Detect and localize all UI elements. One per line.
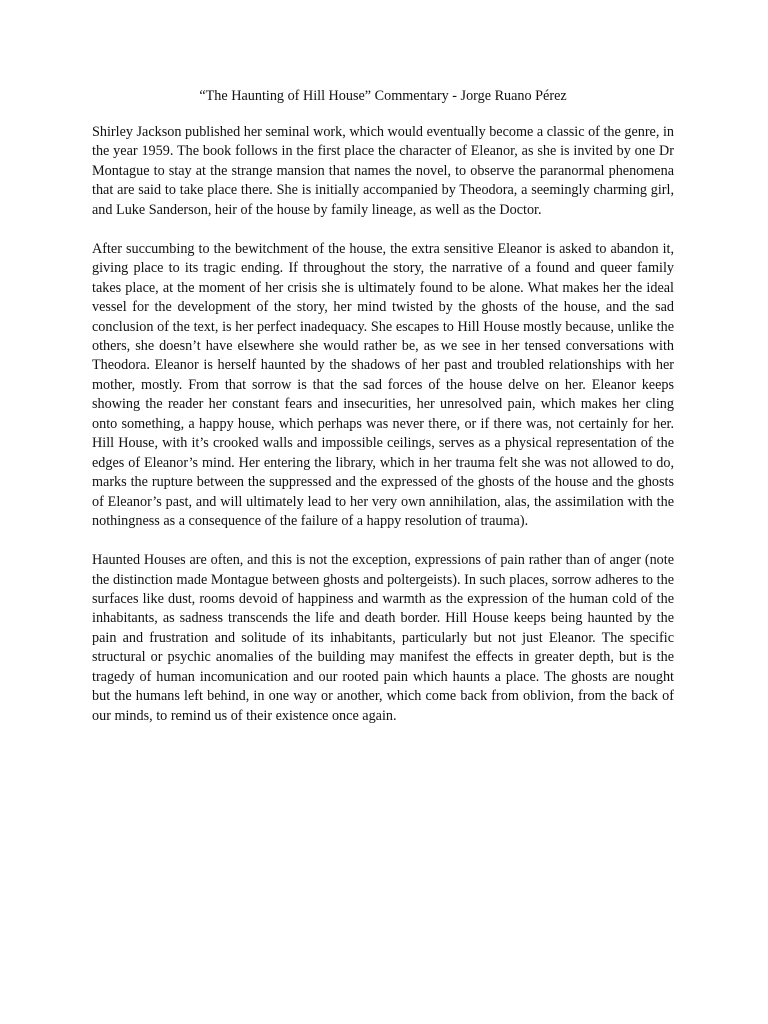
paragraph-1: Shirley Jackson published her seminal work, which would eventually become a classic of the genre, in the year 1959. The book follows in the first place the character of Eleanor, as she is invited by one Dr Montague to stay at the strange mansion that names the novel, to observe the paranormal phenomena that are said to take place there. She is initially accompanied by Theodora, a seemingly charming girl, and Luke Sanderson, heir of the house by family lineage, as well as the Doctor. [92,124,674,218]
paragraph-3: Haunted Houses are often, and this is not the exception, expressions of pain rather than of anger (note the distinction made Montague between ghosts and poltergeists). In such places, sorrow adheres to the surfaces like dust, rooms devoid of happiness and warmth as the expression of the human cold of the inhabitants, as sadness transcends the life and death border. Hill House keeps being haunted by the pain and frustration and solitude of its inhabitants, particularly but not just Eleanor. The specific structural or psychic anomalies of the building may manifest the effects in greater depth, but is the tragedy of human incomunication and our rooted pain which haunts a place. The ghosts are nought but the humans left behind, in one way or another, which come back from oblivion, from the back of our minds, to remind us of their existence once again. [92,552,674,724]
paragraph-2: After succumbing to the bewitchment of the house, the extra sensitive Eleanor is asked to abandon it, giving place to its tragic ending. If throughout the story, the narrative of a found and queer family takes place, at the moment of her crisis she is ultimately found to be alone. What makes her the ideal vessel for the development of the story, her mind twisted by the ghosts of the house, and the sad conclusion of the text, is her perfect inadequacy. She escapes to Hill House mostly because, unlike the others, she doesn’t have elsewhere she would rather be, as we see in her tensed conversations with Theodora. Eleanor is herself haunted by the shadows of her past and troubled relationships with her mother, mostly. From that sorrow is that the sad forces of the house delve on her. Eleanor keeps showing the reader her constant fears and insecurities, her unresolved pain, which makes her cling onto something, a happy house, which perhaps was never there, or if there was, not certainly for her. Hill House, with it’s crooked walls and impossible ceilings, serves as a physical representation of the edges of Eleanor’s mind. Her entering the library, which in her trauma felt she was not allowed to do, marks the rupture between the suppressed and the expressed of the ghosts of the house and the ghosts of Eleanor’s past, and will ultimately lead to her very own annihilation, alas, the assimilation with the nothingness as a consequence of the failure of a happy resolution of trauma). [92,240,674,530]
document-title: “The Haunting of Hill House” Commentary - Jorge Ruano Pérez [199,88,567,104]
document-body [92,123,674,746]
